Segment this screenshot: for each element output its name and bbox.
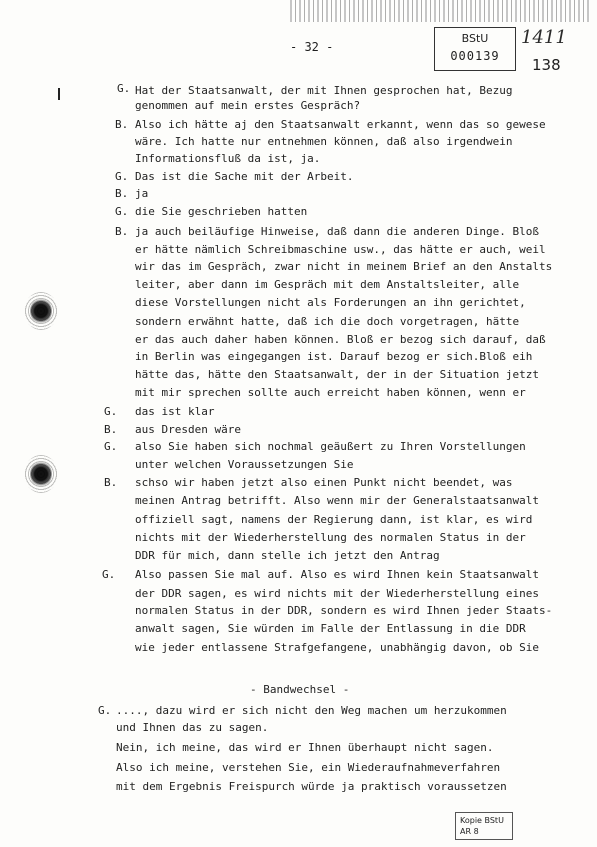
transcript-line: mit mir sprechen sollte auch erreicht haben können, wenn er <box>135 386 526 399</box>
transcript-line: der DDR sagen, es wird nichts mit der Wiederherstellung eines <box>135 587 539 600</box>
transcript-line: offiziell sagt, namens der Regierung dann, ist klar, es wird <box>135 513 533 526</box>
footer-stamp <box>455 812 513 840</box>
punch-hole-top <box>30 298 52 324</box>
transcript-line: diese Vorstellungen nicht als Forderungen an ihn gerichtet, <box>135 296 526 309</box>
scan-edge-artifact <box>290 0 590 22</box>
transcript-line: hätte das, hätte den Staatsanwalt, der in der Situation jetzt <box>135 368 539 381</box>
transcript-line: wäre. Ich hatte nur entnehmen können, daß also irgendwein <box>135 135 513 148</box>
transcript-line: wie jeder entlassene Strafgefangene, unabhängig davon, ob Sie <box>135 641 539 654</box>
archive-stamp <box>434 27 516 71</box>
transcript-line: Also passen Sie mal auf. Also es wird Ihnen kein Staatsanwalt <box>135 568 539 581</box>
speaker-label: G. <box>117 82 131 95</box>
stamp-label: BStU <box>461 32 489 45</box>
stamp-number: 000139 <box>450 49 500 63</box>
speaker-label: B. <box>104 423 118 436</box>
transcript-line: anwalt sagen, Sie würden im Falle der Entlassung in die DDR <box>135 622 526 635</box>
margin-mark <box>58 88 60 100</box>
transcript-line: schso wir haben jetzt also einen Punkt nicht beendet, was <box>135 476 513 489</box>
transcript-line: mit dem Ergebnis Freispurch würde ja praktisch voraussetzen <box>116 780 507 793</box>
transcript-line: und Ihnen das zu sagen. <box>116 721 269 734</box>
transcript-line: das ist klar <box>135 405 215 418</box>
transcript-line: er das auch daher haben können. Bloß er bezog sich darauf, daß <box>135 333 546 346</box>
transcript-line: DDR für mich, dann stelle ich jetzt den Antrag <box>135 549 440 562</box>
transcript-line: aus Dresden wäre <box>135 423 241 436</box>
speaker-label: G. <box>104 440 118 453</box>
transcript-line: die Sie geschrieben hatten <box>135 205 308 218</box>
transcript-line: unter welchen Voraussetzungen Sie <box>135 458 354 471</box>
speaker-label: G. <box>104 405 118 418</box>
transcript-line: genommen auf mein erstes Gespräch? <box>135 99 361 112</box>
transcript-line: ...., dazu wird er sich nicht den Weg machen um herzukommen <box>116 704 507 717</box>
transcript-line: ja <box>135 187 149 200</box>
transcript-line: sondern erwähnt hatte, daß ich die doch vorgetragen, hätte <box>135 315 520 328</box>
punch-hole-bottom <box>30 461 52 487</box>
handwritten-folio-number: 1411 <box>521 27 567 48</box>
page-number: - 32 - <box>290 40 334 54</box>
footer-stamp-line: Kopie BStU <box>460 816 504 825</box>
transcript-line: Also ich meine, verstehen Sie, ein Wiederaufnahmeverfahren <box>116 761 501 774</box>
transcript-line: ja auch beiläufige Hinweise, daß dann die anderen Dinge. Bloß <box>135 225 539 238</box>
transcript-line: Nein, ich meine, das wird er Ihnen überhaupt nicht sagen. <box>116 741 494 754</box>
folio-number: 138 <box>532 56 561 74</box>
transcript-line: leiter, aber dann im Gespräch mit dem Anstaltsleiter, alle <box>135 278 520 291</box>
tape-change-divider: - Bandwechsel - <box>250 683 350 696</box>
transcript-line: normalen Status in der DDR, sondern es wird Ihnen jeder Staats- <box>135 604 553 617</box>
transcript-line: Informationsfluß da ist, ja. <box>135 152 321 165</box>
transcript-line: Also ich hätte aj den Staatsanwalt erkannt, wenn das so gewese <box>135 118 546 131</box>
transcript-line: meinen Antrag betrifft. Also wenn mir der Generalstaatsanwalt <box>135 494 539 507</box>
speaker-label: G. <box>102 568 116 581</box>
footer-stamp-line: AR 8 <box>460 827 479 836</box>
speaker-label: G. <box>115 205 129 218</box>
speaker-label: G. <box>115 170 129 183</box>
transcript-line: Hat der Staatsanwalt, der mit Ihnen gesprochen hat, Bezug <box>135 84 513 97</box>
transcript-line: in Berlin was eingegangen ist. Darauf bezog er sich.Bloß eih <box>135 350 533 363</box>
transcript-line: er hätte nämlich Schreibmaschine usw., das hätte er auch, weil <box>135 243 546 256</box>
speaker-label: G. <box>98 704 112 717</box>
speaker-label: B. <box>115 225 129 238</box>
transcript-line: wir das im Gespräch, zwar nicht in meinem Brief an den Anstalts <box>135 260 553 273</box>
transcript-line: Das ist die Sache mit der Arbeit. <box>135 170 354 183</box>
speaker-label: B. <box>115 118 129 131</box>
speaker-label: B. <box>104 476 118 489</box>
transcript-line: nichts mit der Wiederherstellung des normalen Status in der <box>135 531 526 544</box>
transcript-line: also Sie haben sich nochmal geäußert zu Ihren Vorstellungen <box>135 440 526 453</box>
speaker-label: B. <box>115 187 129 200</box>
